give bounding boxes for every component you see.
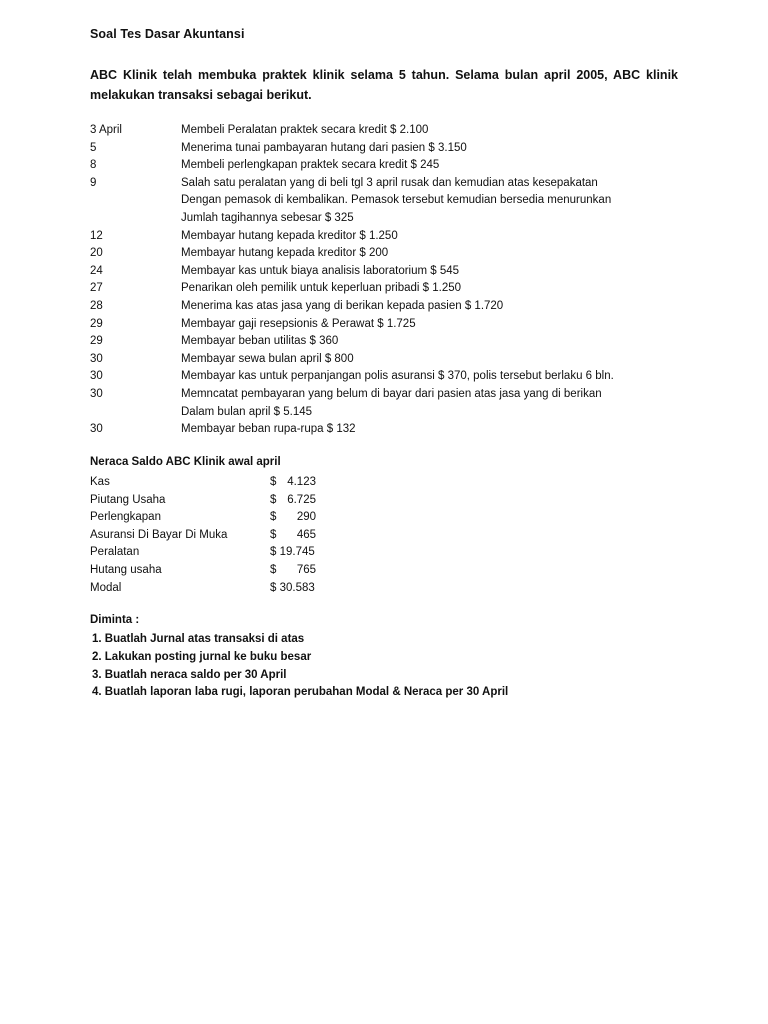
transaction-date: 30	[90, 370, 103, 383]
currency-symbol: $	[270, 511, 277, 524]
transaction-description: Membayar sewa bulan april $ 800	[181, 352, 354, 365]
transaction-description: Membayar hutang kepada kreditor $ 200	[181, 247, 389, 260]
requirement-item: 1. Buatlah Jurnal atas transaksi di atas	[92, 633, 305, 645]
transaction-date: 30	[90, 423, 103, 436]
transaction-description: Membayar gaji resepsionis & Perawat $ 1.725	[181, 317, 416, 330]
transaction-date: 8	[90, 159, 97, 172]
account-name: Asuransi Di Bayar Di Muka	[90, 528, 228, 541]
account-name: Hutang usaha	[90, 563, 162, 576]
transaction-line	[90, 298, 690, 316]
transaction-description: Membayar beban utilitas $ 360	[181, 335, 339, 348]
account-amount: $ 30.583	[270, 581, 315, 594]
requirement-item: 3. Buatlah neraca saldo per 30 April	[92, 668, 287, 681]
account-name: Modal	[90, 581, 122, 594]
trial-balance-row	[90, 474, 330, 492]
transaction-date: 27	[90, 282, 103, 295]
transaction-line	[90, 245, 690, 263]
transaction-line	[90, 421, 690, 439]
transaction-date: 20	[90, 247, 103, 260]
transaction-description: Menerima tunai pambayaran hutang dari pasien $ 3.150	[181, 141, 467, 154]
currency-symbol: $	[270, 476, 277, 488]
account-amount: 465	[296, 528, 316, 541]
trial-balance-row	[90, 509, 330, 527]
transaction-line	[90, 263, 690, 281]
transaction-description: Menerima kas atas jasa yang di berikan kepada pasien $ 1.720	[181, 299, 504, 312]
account-name: Piutang Usaha	[90, 493, 166, 506]
trial-balance-row	[90, 527, 330, 545]
transaction-date: 30	[90, 387, 103, 400]
account-amount: 765	[296, 563, 316, 576]
transaction-description: Membeli Peralatan praktek secara kredit $ 2.100	[181, 124, 429, 136]
account-amount: $ 19.745	[270, 546, 315, 559]
requirements-list	[92, 631, 508, 702]
account-amount: 4.123	[287, 476, 316, 488]
account-name: Kas	[90, 476, 110, 488]
account-amount: 6.725	[287, 493, 316, 506]
transaction-description: Memncatat pembayaran yang belum di bayar dari pasien atas jasa yang di berikan	[181, 387, 602, 400]
transaction-line	[90, 210, 690, 228]
transaction-date: 28	[90, 299, 103, 312]
transaction-description: Membeli perlengkapan praktek secara kredit $ 245	[181, 159, 440, 172]
transaction-description: Salah satu peralatan yang di beli tgl 3 april rusak dan kemudian atas kesepakatan	[181, 176, 598, 189]
transaction-date: 24	[90, 264, 103, 277]
transaction-line	[90, 157, 690, 175]
transaction-date: 29	[90, 335, 103, 348]
account-name: Perlengkapan	[90, 511, 161, 524]
transaction-date: 29	[90, 317, 103, 330]
transaction-list	[90, 122, 690, 439]
transaction-description: Membayar beban rupa-rupa $ 132	[181, 423, 356, 436]
transaction-line	[90, 122, 690, 140]
transaction-line	[90, 316, 690, 334]
account-amount: 290	[296, 511, 316, 524]
currency-symbol: $	[270, 493, 277, 506]
trial-balance-title: Neraca Saldo ABC Klinik awal april	[90, 456, 281, 468]
transaction-description: Membayar hutang kepada kreditor $ 1.250	[181, 229, 398, 242]
trial-balance-row	[90, 562, 330, 580]
currency-symbol: $	[270, 563, 277, 576]
transaction-description: Dengan pemasok di kembalikan. Pemasok tersebut kemudian bersedia menurunkan	[181, 194, 612, 207]
currency-symbol: $	[270, 528, 277, 541]
transaction-line	[90, 175, 690, 193]
transaction-date: 12	[90, 229, 103, 242]
trial-balance-row	[90, 544, 330, 562]
transaction-date: 5	[90, 141, 97, 154]
trial-balance-list	[90, 474, 330, 597]
requirement-item: 4. Buatlah laporan laba rugi, laporan perubahan Modal & Neraca per 30 April	[92, 686, 509, 699]
account-name: Peralatan	[90, 546, 140, 559]
transaction-line	[90, 280, 690, 298]
document-title: Soal Tes Dasar Akuntansi	[90, 27, 245, 41]
transaction-description: Dalam bulan april $ 5.145	[181, 405, 313, 418]
transaction-description: Jumlah tagihannya sebesar $ 325	[181, 211, 354, 224]
transaction-description: Membayar kas untuk biaya analisis laboratorium $ 545	[181, 264, 460, 277]
transaction-date: 3 April	[90, 124, 122, 136]
transaction-description: Membayar kas untuk perpanjangan polis asuransi $ 370, polis tersebut berlaku 6 bln.	[181, 370, 614, 383]
requirements-title: Diminta :	[90, 614, 140, 626]
transaction-line	[90, 140, 690, 158]
transaction-date: 9	[90, 176, 97, 189]
transaction-line	[90, 404, 690, 422]
requirement-item: 2. Lakukan posting jurnal ke buku besar	[92, 650, 312, 663]
trial-balance-row	[90, 492, 330, 510]
intro-paragraph: ABC Klinik telah membuka praktek klinik selama 5 tahun. Selama bulan april 2005, ABC klinik melakukan transaksi sebagai berikut.	[90, 68, 678, 102]
transaction-line	[90, 192, 690, 210]
transaction-line	[90, 351, 690, 369]
transaction-line	[90, 386, 690, 404]
transaction-line	[90, 368, 690, 386]
trial-balance-row	[90, 580, 330, 598]
transaction-date: 30	[90, 352, 103, 365]
transaction-line	[90, 228, 690, 246]
transaction-description: Penarikan oleh pemilik untuk keperluan pribadi $ 1.250	[181, 282, 462, 295]
transaction-line	[90, 333, 690, 351]
